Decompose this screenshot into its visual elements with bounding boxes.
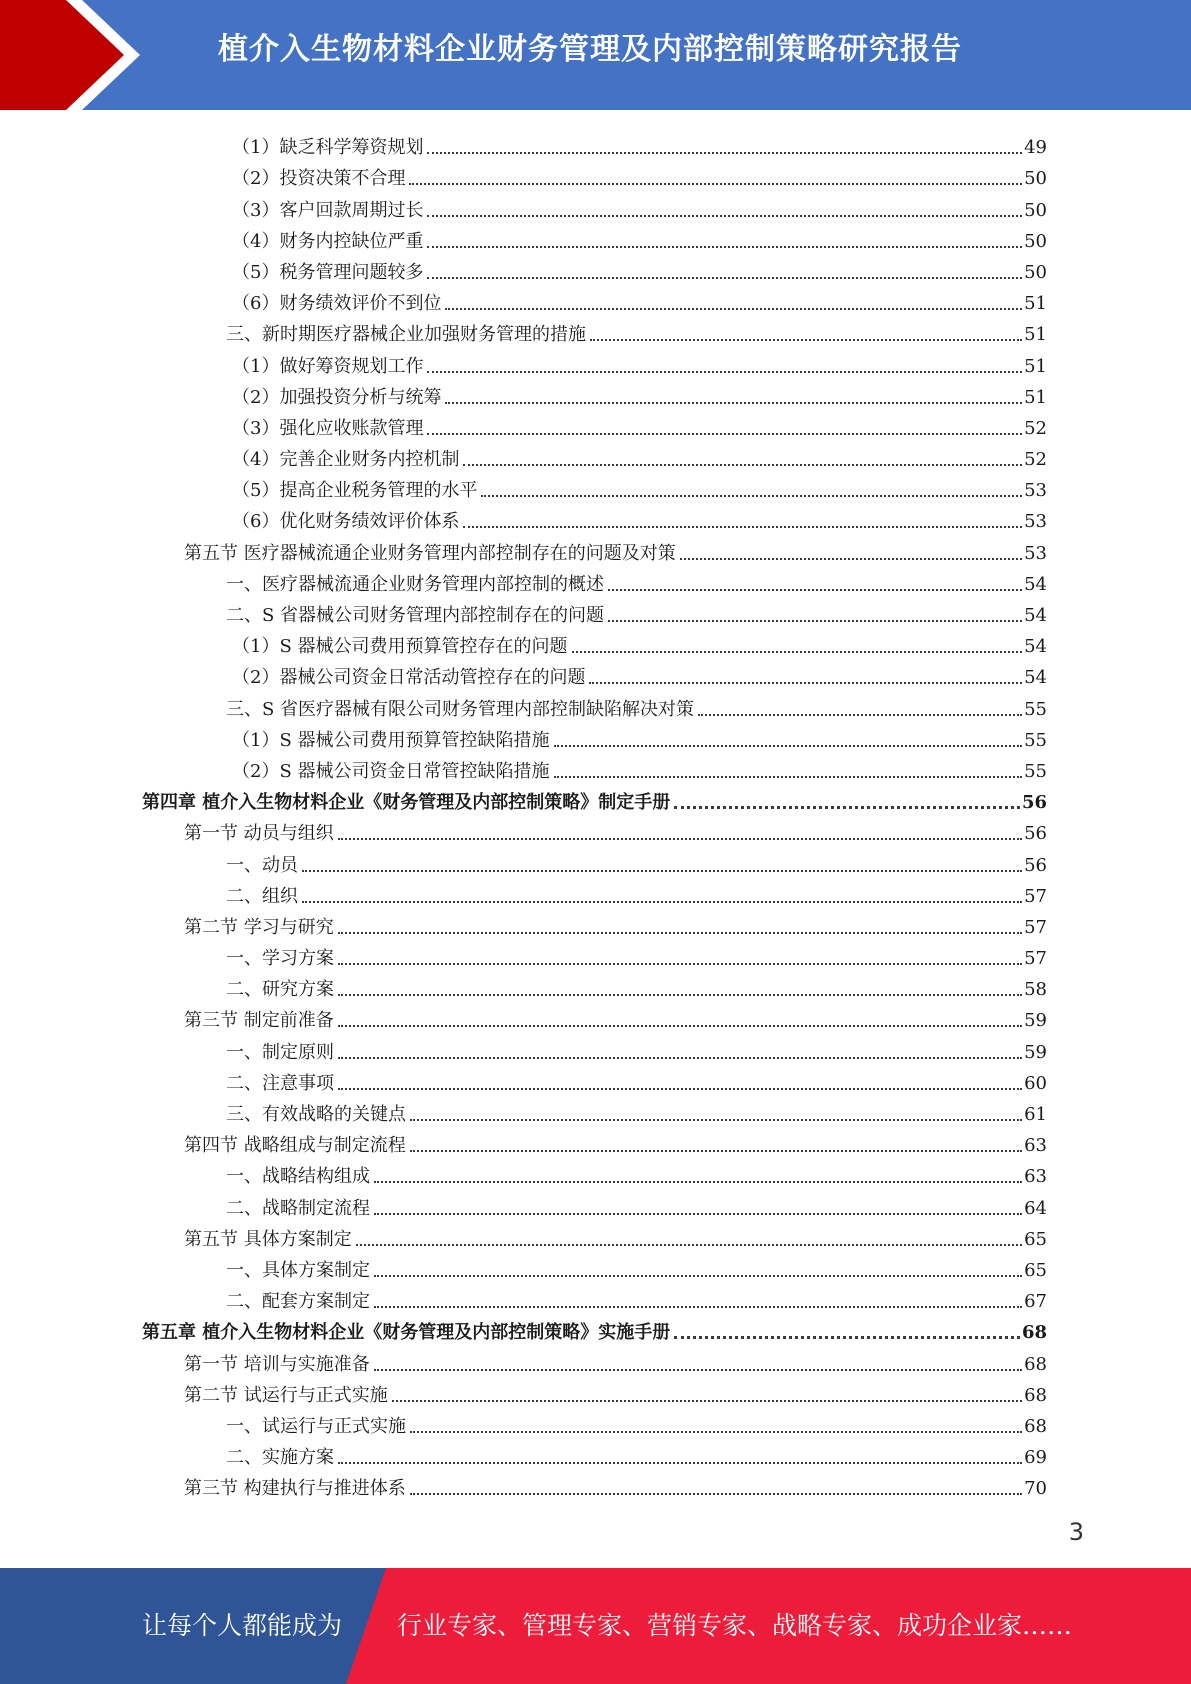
toc-leader-dots: [554, 776, 1023, 778]
toc-leader-dots: [338, 932, 1022, 934]
toc-entry-item[interactable]: [0, 1064, 1191, 1095]
toc-entry-section[interactable]: [0, 908, 1191, 939]
toc-entry-item[interactable]: [0, 845, 1191, 876]
toc-leader-dots: [427, 152, 1022, 154]
toc-entry-page: 53: [1024, 542, 1047, 564]
toc-entry-item[interactable]: [0, 1095, 1191, 1126]
toc-leader-dots: [554, 745, 1023, 747]
toc-entry-label: （6）财务绩效评价不到位: [232, 293, 442, 315]
toc-entry-label: （1）S 器械公司费用预算管控存在的问题: [232, 636, 568, 658]
toc-entry-page: 68: [1021, 1322, 1047, 1344]
toc-leader-dots: [445, 402, 1022, 404]
toc-entry-page: 69: [1024, 1447, 1047, 1469]
footer-banner: [0, 1568, 1191, 1684]
toc-entry-label: 一、医疗器械流通企业财务管理内部控制的概述: [226, 573, 604, 595]
toc-entry-item[interactable]: [0, 565, 1191, 596]
toc-entry-page: 64: [1024, 1197, 1047, 1219]
toc-entry-label: 第三节 构建执行与推进体系: [184, 1478, 406, 1500]
toc-entry-section[interactable]: [0, 533, 1191, 564]
toc-entry-label: 二、配套方案制定: [226, 1291, 370, 1313]
toc-leader-dots: [698, 714, 1022, 716]
toc-entry-item[interactable]: [0, 1188, 1191, 1219]
toc-entry-label: （2）S 器械公司资金日常管控缺陷措施: [232, 760, 550, 782]
header-chevron-icon: [0, 0, 220, 110]
toc-entry-label: （5）税务管理问题较多: [232, 261, 424, 283]
toc-leader-dots: [374, 1369, 1022, 1371]
toc-entry-label: （5）提高企业税务管理的水平: [232, 480, 478, 502]
toc-entry-section[interactable]: [0, 1376, 1191, 1407]
toc-entry-page: 55: [1024, 698, 1047, 720]
toc-leader-dots: [463, 526, 1022, 528]
toc-entry-label: 三、有效战略的关键点: [226, 1104, 406, 1125]
toc-entry-page: 54: [1024, 605, 1047, 626]
toc-entry-sub[interactable]: [0, 471, 1191, 502]
toc-entry-item[interactable]: [0, 939, 1191, 970]
toc-entry-page: 56: [1024, 854, 1047, 876]
toc-leader-dots: [427, 277, 1022, 279]
toc-leader-dots: [674, 1336, 1020, 1339]
toc-entry-sub[interactable]: [0, 502, 1191, 533]
toc-entry-label: 二、组织: [226, 885, 298, 907]
toc-leader-dots: [338, 1025, 1022, 1027]
toc-entry-item[interactable]: [0, 1407, 1191, 1438]
toc-entry-label: 第五节 医疗器械流通企业财务管理内部控制存在的问题及对策: [184, 542, 676, 564]
toc-entry-page: 55: [1024, 729, 1047, 751]
toc-entry-sub[interactable]: [0, 284, 1191, 315]
toc-entry-label: （1）做好筹资规划工作: [232, 355, 424, 377]
toc-entry-label: 第一节 培训与实施准备: [184, 1353, 370, 1375]
toc-leader-dots: [338, 1088, 1022, 1090]
toc-entry-item[interactable]: [0, 1251, 1191, 1282]
toc-leader-dots: [608, 620, 1022, 622]
toc-entry-label: 第三节 制定前准备: [184, 1010, 334, 1032]
toc-entry-page: 55: [1024, 760, 1047, 782]
toc-leader-dots: [374, 1275, 1022, 1277]
toc-leader-dots: [463, 464, 1022, 466]
toc-entry-sub[interactable]: [0, 190, 1191, 221]
toc-entry-label: 二、战略制定流程: [226, 1197, 370, 1219]
toc-entry-page: 49: [1024, 137, 1047, 159]
toc-entry-sub[interactable]: [0, 346, 1191, 377]
report-title: 植介入生物材料企业财务管理及内部控制策略研究报告: [218, 32, 962, 67]
toc-entry-label: 第四章 植介入生物材料企业《财务管理及内部控制策略》制定手册: [142, 792, 671, 814]
table-of-contents: [0, 128, 1191, 1500]
toc-leader-dots: [427, 215, 1022, 217]
toc-entry-sub[interactable]: [0, 253, 1191, 284]
toc-leader-dots: [302, 870, 1022, 872]
toc-leader-dots: [338, 963, 1022, 965]
toc-entry-page: 60: [1024, 1072, 1047, 1094]
toc-entry-label: （4）完善企业财务内控机制: [232, 449, 460, 471]
toc-entry-label: （1）S 器械公司费用预算管控缺陷措施: [232, 729, 550, 751]
toc-entry-page: 51: [1024, 293, 1047, 315]
toc-entry-page: 59: [1024, 1041, 1047, 1063]
toc-entry-page: 54: [1024, 667, 1047, 689]
toc-entry-page: 50: [1024, 261, 1047, 283]
toc-leader-dots: [572, 651, 1023, 653]
toc-entry-page: 65: [1024, 1228, 1047, 1250]
toc-leader-dots: [338, 838, 1022, 840]
toc-entry-page: 53: [1024, 480, 1047, 502]
toc-leader-dots: [338, 1462, 1022, 1464]
toc-leader-dots: [410, 1493, 1022, 1495]
toc-entry-label: 一、战略结构组成: [226, 1166, 370, 1188]
toc-leader-dots: [410, 1150, 1022, 1152]
toc-entry-page: 57: [1024, 916, 1047, 938]
toc-leader-dots: [427, 433, 1022, 435]
toc-entry-label: 第二节 学习与研究: [184, 916, 334, 938]
toc-entry-label: 二、研究方案: [226, 979, 334, 1001]
toc-entry-label: 第一节 动员与组织: [184, 823, 334, 845]
toc-entry-section[interactable]: [0, 1469, 1191, 1500]
toc-entry-page: 65: [1024, 1259, 1047, 1281]
toc-entry-label: （3）客户回款周期过长: [232, 199, 424, 221]
toc-leader-dots: [374, 1213, 1022, 1215]
toc-entry-section[interactable]: [0, 814, 1191, 845]
toc-entry-page: 57: [1024, 948, 1047, 970]
toc-entry-label: 二、注意事项: [226, 1072, 334, 1094]
toc-entry-label: （2）器械公司资金日常活动管控存在的问题: [232, 667, 586, 689]
toc-entry-label: 一、学习方案: [226, 948, 334, 970]
toc-entry-item[interactable]: [0, 315, 1191, 346]
header-banner: [0, 0, 1191, 110]
toc-leader-dots: [427, 371, 1022, 373]
toc-entry-page: 54: [1024, 636, 1047, 658]
footer-slogan-right: 行业专家、管理专家、营销专家、战略专家、成功企业家……: [397, 1611, 1073, 1640]
footer-slogan-left: 让每个人都能成为: [142, 1611, 343, 1640]
toc-entry-item[interactable]: [0, 689, 1191, 720]
toc-entry-section[interactable]: [0, 1344, 1191, 1375]
toc-leader-dots: [680, 558, 1022, 560]
toc-entry-section[interactable]: [0, 1001, 1191, 1032]
toc-leader-dots: [410, 1119, 1022, 1121]
toc-entry-item[interactable]: [0, 1282, 1191, 1313]
toc-leader-dots: [302, 901, 1022, 903]
toc-entry-item[interactable]: [0, 596, 1191, 627]
toc-entry-sub[interactable]: [0, 658, 1191, 689]
toc-entry-label: （2）投资决策不合理: [232, 168, 406, 190]
toc-entry-item[interactable]: [0, 1438, 1191, 1469]
toc-entry-label: 第五节 具体方案制定: [184, 1228, 352, 1250]
toc-entry-page: 52: [1024, 449, 1047, 471]
toc-entry-sub[interactable]: [0, 159, 1191, 190]
toc-entry-sub[interactable]: [0, 752, 1191, 783]
toc-entry-label: 三、S 省医疗器械有限公司财务管理内部控制缺陷解决对策: [226, 698, 695, 720]
toc-entry-item[interactable]: [0, 877, 1191, 908]
toc-entry-label: 第二节 试运行与正式实施: [184, 1384, 388, 1406]
toc-entry-page: 59: [1024, 1010, 1047, 1032]
toc-leader-dots: [392, 1400, 1022, 1402]
toc-entry-page: 63: [1024, 1166, 1047, 1188]
toc-entry-page: 56: [1021, 792, 1047, 814]
toc-leader-dots: [481, 495, 1022, 497]
toc-leader-dots: [445, 308, 1022, 310]
page-number: 3: [1068, 1518, 1084, 1546]
toc-entry-sub[interactable]: [0, 378, 1191, 409]
toc-entry-label: （4）财务内控缺位严重: [232, 230, 424, 252]
toc-entry-sub[interactable]: [0, 409, 1191, 440]
toc-leader-dots: [674, 806, 1020, 809]
toc-leader-dots: [374, 1306, 1022, 1308]
toc-leader-dots: [410, 1431, 1022, 1433]
toc-entry-sub[interactable]: [0, 721, 1191, 752]
toc-leader-dots: [608, 589, 1022, 591]
toc-leader-dots: [374, 1181, 1022, 1183]
toc-entry-sub[interactable]: [0, 627, 1191, 658]
toc-entry-label: （1）缺乏科学筹资规划: [232, 137, 424, 159]
toc-entry-label: 一、试运行与正式实施: [226, 1415, 406, 1437]
toc-entry-page: 63: [1024, 1135, 1047, 1157]
toc-entry-page: 68: [1024, 1384, 1047, 1406]
toc-entry-label: 第五章 植介入生物材料企业《财务管理及内部控制策略》实施手册: [142, 1322, 671, 1344]
toc-entry-page: 58: [1024, 979, 1047, 1001]
toc-leader-dots: [589, 682, 1022, 684]
toc-entry-label: 一、具体方案制定: [226, 1259, 370, 1281]
toc-entry-page: 50: [1024, 168, 1047, 190]
toc-entry-page: 51: [1024, 386, 1047, 408]
toc-entry-page: 67: [1024, 1291, 1047, 1313]
toc-entry-sub[interactable]: [0, 440, 1191, 471]
toc-entry-page: 50: [1024, 199, 1047, 221]
toc-entry-label: 三、新时期医疗器械企业加强财务管理的措施: [226, 324, 586, 346]
toc-entry-page: 51: [1024, 355, 1047, 377]
toc-entry-page: 50: [1024, 230, 1047, 252]
toc-entry-label: （3）强化应收账款管理: [232, 417, 424, 439]
toc-entry-section[interactable]: [0, 1126, 1191, 1157]
toc-leader-dots: [590, 339, 1022, 341]
toc-entry-chapter[interactable]: [0, 1313, 1191, 1344]
toc-entry-label: （2）加强投资分析与统筹: [232, 386, 442, 408]
toc-entry-label: （6）优化财务绩效评价体系: [232, 511, 460, 533]
toc-entry-page: 54: [1024, 573, 1047, 595]
toc-leader-dots: [338, 994, 1022, 996]
toc-entry-item[interactable]: [0, 1157, 1191, 1188]
toc-leader-dots: [409, 183, 1022, 185]
toc-entry-page: 68: [1024, 1415, 1047, 1437]
toc-leader-dots: [427, 246, 1022, 248]
toc-entry-page: 53: [1024, 511, 1047, 533]
toc-entry-label: 二、实施方案: [226, 1447, 334, 1469]
toc-entry-page: 52: [1024, 417, 1047, 439]
toc-leader-dots: [338, 1057, 1022, 1059]
toc-entry-item[interactable]: [0, 1032, 1191, 1063]
toc-leader-dots: [356, 1244, 1022, 1246]
toc-entry-page: 51: [1024, 324, 1047, 346]
toc-entry-label: 一、动员: [226, 854, 298, 876]
toc-entry-label: 第四节 战略组成与制定流程: [184, 1135, 406, 1157]
toc-entry-sub[interactable]: [0, 128, 1191, 159]
toc-entry-page: 70: [1024, 1478, 1047, 1500]
toc-entry-chapter[interactable]: [0, 783, 1191, 814]
toc-entry-page: 57: [1024, 885, 1047, 907]
toc-entry-sub[interactable]: [0, 222, 1191, 253]
toc-entry-item[interactable]: [0, 970, 1191, 1001]
toc-entry-label: 一、制定原则: [226, 1041, 334, 1063]
toc-entry-page: 56: [1024, 823, 1047, 845]
toc-entry-page: 61: [1024, 1104, 1047, 1125]
toc-entry-section[interactable]: [0, 1220, 1191, 1251]
toc-entry-label: 二、S 省器械公司财务管理内部控制存在的问题: [226, 605, 605, 626]
toc-entry-page: 68: [1024, 1353, 1047, 1375]
